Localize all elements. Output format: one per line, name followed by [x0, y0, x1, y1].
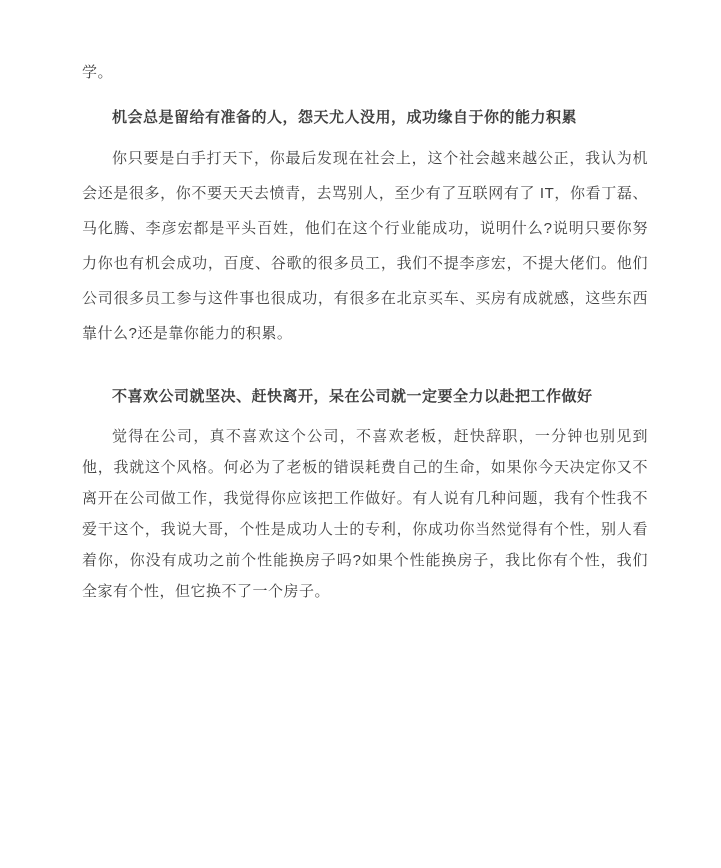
section-1-heading: 机会总是留给有准备的人，怨天尤人没用，成功缘自于你的能力积累 [112, 109, 578, 126]
section-2-paragraph: 觉得在公司，真不喜欢这个公司，不喜欢老板，赶快辞职，一分钟也别见到他，我就这个风格。何必为了老板的错误耗费自己的生命，如果你今天决定你又不离开在公司做工作，我觉得你应该把工作做好。有人说有几种问题，我有个性我不爱干这个，我说大哥，个性是成功人士的专利，你成功你当然觉得有个性，别人看着你，你没有成功之前个性能换房子吗?如果个性能换房子，我比你有个性，我们全家有个性，但它换不了一个房子。 [82, 428, 648, 600]
leftover-paragraph-line: 学。 [82, 64, 114, 81]
section-1-paragraph: 你只要是白手打天下，你最后发现在社会上，这个社会越来越公正，我认为机会还是很多，你不要天天去愤青，去骂别人，至少有了互联网有了 IT，你看丁磊、马化腾、李彦宏都是平头百姓，他们在这个行业能成功，说明什么?说明只要你努力你也有机会成功，百度、谷歌的很多员工，我们不提李彦宏，不提大佬们。他们公司很多员工参与这件事也很成功，有很多在北京买车、买房有成就感，这些东西靠什么?还是靠你能力的积累。 [82, 150, 648, 342]
section-2-heading: 不喜欢公司就坚决、赶快离开，呆在公司就一定要全力以赴把工作做好 [112, 388, 593, 405]
